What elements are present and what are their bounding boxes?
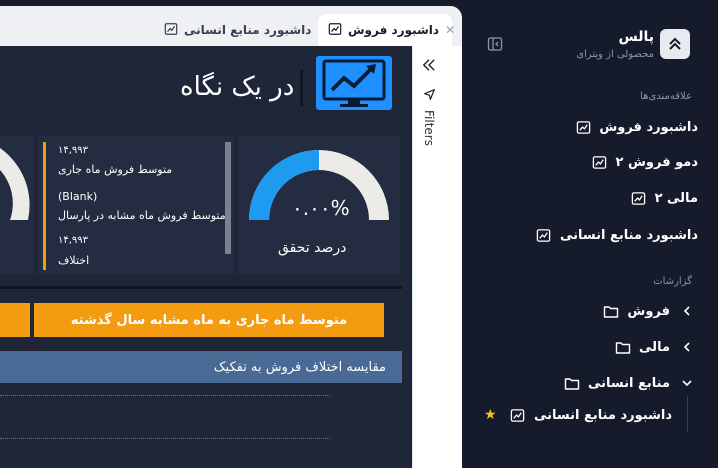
dashboard-logo (316, 56, 392, 110)
filters-rail (412, 46, 462, 468)
sidebar-item-label: دمو فروش ۲ (615, 154, 698, 170)
gauge-title: درصد تحقق (278, 240, 347, 256)
double-chevron-left-icon[interactable] (422, 58, 436, 72)
kpi-diff-label: اختلاف (58, 254, 90, 267)
sidebar-folder-sales[interactable] (603, 299, 670, 323)
kpi-scrollbar[interactable] (225, 142, 231, 254)
kpi-current-value: ۱۴,۹۹۳ (58, 145, 89, 156)
sidebar-item-label: داشبورد فروش (599, 119, 698, 135)
sidebar-item-demo-sales-2[interactable] (592, 150, 698, 174)
dashboard-title: در یک نگاه (180, 72, 295, 102)
tab-label: داشبورد منابع انسانی (184, 23, 312, 37)
sidebar-item-label: داشبورد منابع انسانی (559, 227, 698, 243)
partial-orange-button[interactable] (0, 303, 30, 337)
chart-icon (164, 22, 178, 39)
favorites-title: علاقه‌مندی‌ها (640, 91, 692, 102)
tab-hr-dashboard[interactable] (164, 14, 328, 46)
brand-subtitle: محصولی از ویترای (576, 49, 654, 60)
kpi-blank-value: (Blank) (58, 190, 98, 203)
section-divider (0, 286, 402, 289)
sidebar-item-sales-dashboard[interactable] (575, 115, 698, 139)
close-icon[interactable]: ✕ (445, 23, 456, 37)
favorite-star-icon[interactable]: ★ (484, 407, 497, 423)
sidebar-item-finance-2[interactable] (631, 186, 698, 210)
gridline (0, 438, 330, 439)
chevron-down-icon[interactable] (681, 377, 693, 389)
folder-icon (603, 303, 619, 319)
chart-icon (510, 407, 526, 423)
brand-name: پالس (618, 29, 654, 45)
kpi-current-label: متوسط فروش ماه جاری (58, 163, 173, 176)
tab-label: داشبورد فروش (348, 23, 440, 37)
chevron-left-icon[interactable] (681, 305, 693, 317)
chart-icon (631, 190, 647, 206)
partial-gauge (0, 144, 30, 224)
reports-title: گزارشات (653, 276, 692, 287)
gauge-value: ۰.۰۰% (292, 196, 350, 220)
sidebar-item-hr-dashboard-report[interactable] (510, 403, 672, 427)
sidebar-item-label: مالی (639, 339, 670, 355)
gridline (0, 395, 330, 396)
chevron-left-icon[interactable] (681, 341, 693, 353)
chart-icon (328, 22, 342, 39)
sales-diff-band: مقایسه اختلاف فروش به تفکیک (0, 351, 402, 383)
sidebar-collapse-icon[interactable] (487, 36, 503, 52)
kpi-diff-value: ۱۴,۹۹۳ (58, 235, 89, 246)
title-accent-bar (300, 70, 303, 106)
chart-icon (592, 154, 608, 170)
send-icon[interactable] (423, 88, 436, 101)
sidebar-folder-hr[interactable] (564, 371, 670, 395)
kpi-accent-line (43, 142, 46, 270)
sidebar-item-label: داشبورد منابع انسانی (533, 407, 672, 423)
sidebar-item-hr-dashboard[interactable] (536, 223, 698, 247)
chart-icon (575, 119, 591, 135)
sidebar-item-label: فروش (627, 303, 670, 319)
double-chevron-up-icon (667, 36, 683, 52)
sidebar-folder-finance[interactable] (615, 335, 670, 359)
brand-logo[interactable] (660, 29, 690, 59)
chart-icon (536, 227, 552, 243)
sidebar-item-label: منابع انسانی (587, 375, 670, 391)
tab-sales-dashboard[interactable] (318, 14, 456, 46)
filters-label[interactable]: Filters (422, 110, 436, 146)
kpi-prev-label: متوسط فروش ماه مشابه در پارسال (58, 209, 226, 222)
compare-month-button[interactable]: متوسط ماه جاری به ماه مشابه سال گذشته (34, 303, 384, 337)
tree-connector (687, 396, 688, 432)
folder-icon (564, 375, 580, 391)
analytics-monitor-icon (316, 56, 392, 110)
folder-icon (615, 339, 631, 355)
sidebar-item-label: مالی ۲ (654, 190, 698, 206)
